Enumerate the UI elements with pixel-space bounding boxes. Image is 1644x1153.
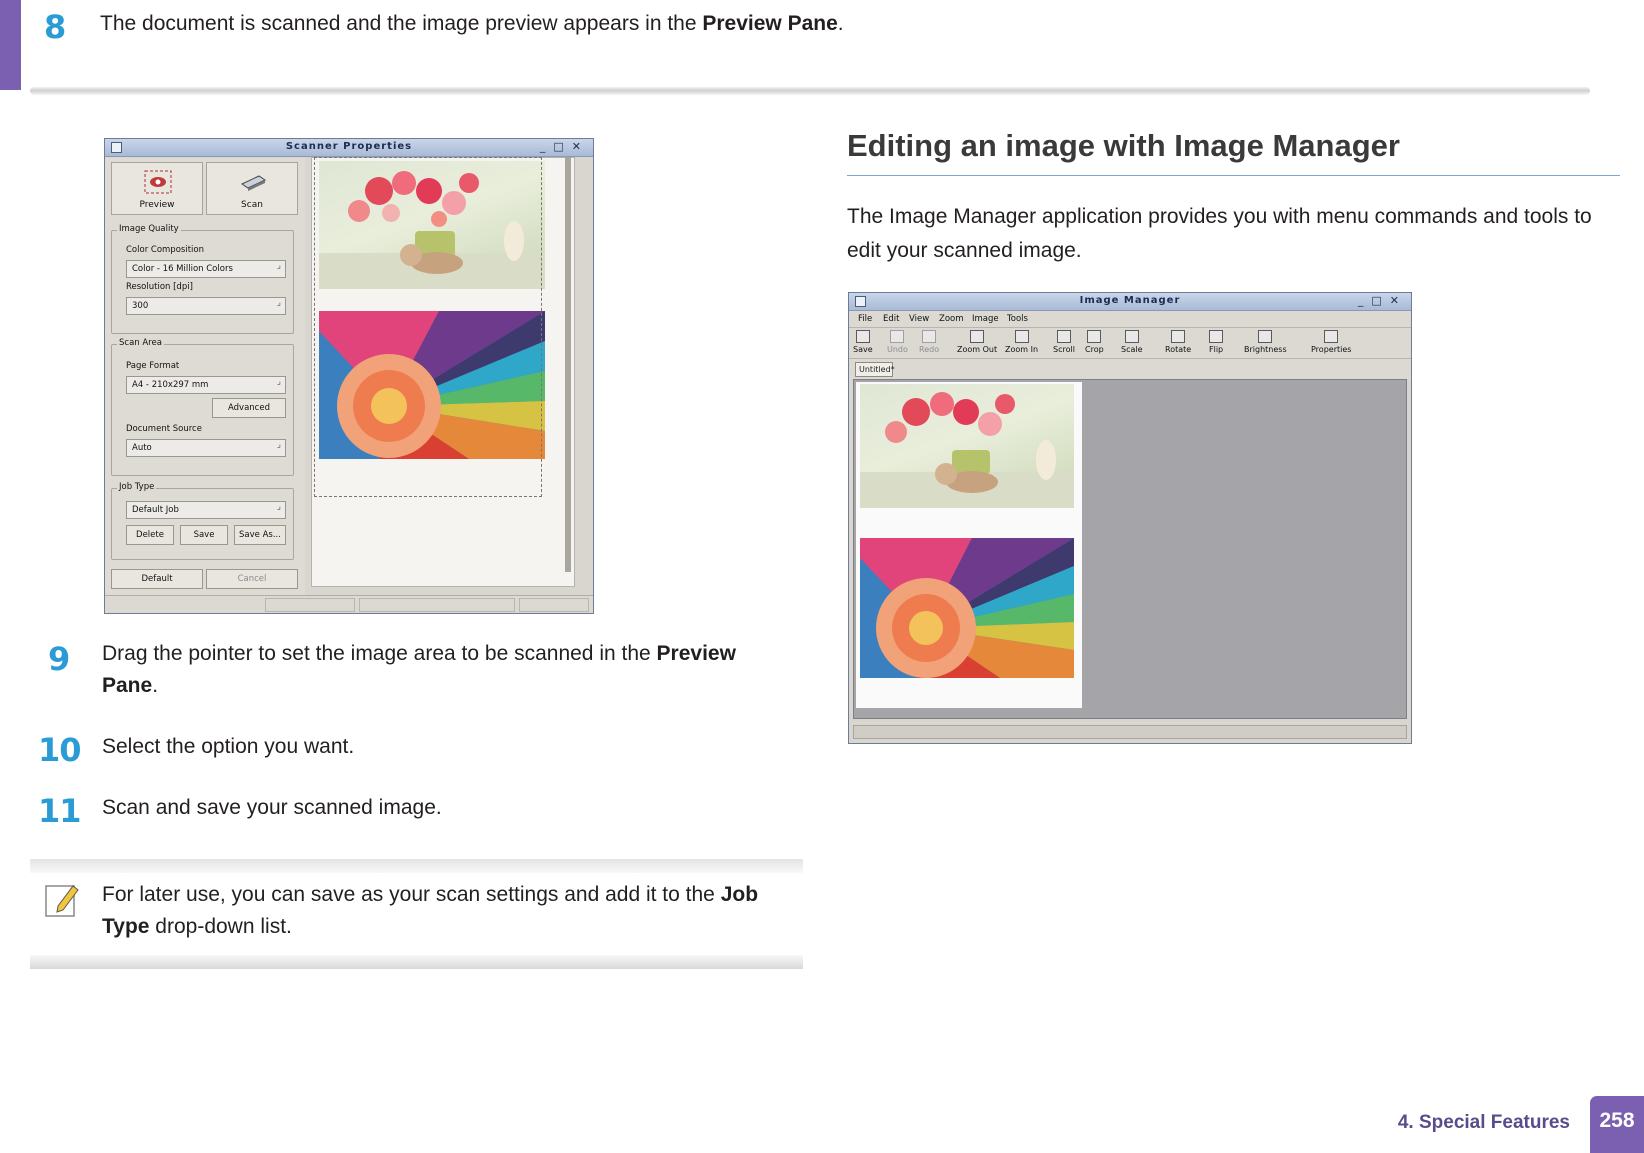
rotate-tool-button[interactable] bbox=[1165, 330, 1191, 354]
flower-illustration bbox=[860, 538, 1074, 678]
crop-icon bbox=[1087, 330, 1101, 343]
delete-button[interactable]: Delete bbox=[126, 525, 174, 545]
job-type-group bbox=[111, 482, 294, 560]
image-canvas[interactable] bbox=[853, 379, 1407, 719]
step-number: 11 bbox=[38, 792, 81, 830]
note-pencil-icon bbox=[44, 880, 80, 920]
brightness-icon bbox=[1258, 330, 1272, 343]
document-source-label: Document Source bbox=[126, 424, 202, 434]
image-manager-title: Image Manager bbox=[1079, 295, 1181, 306]
note-text: For later use, you can save as your scan settings and add it to the Job Type drop-down list. bbox=[102, 883, 759, 938]
menu-bar bbox=[849, 311, 1411, 327]
image-manager-window bbox=[848, 292, 1412, 744]
menu-file[interactable]: File bbox=[858, 314, 873, 324]
heading-divider bbox=[847, 175, 1620, 176]
color-composition-label: Color Composition bbox=[126, 245, 204, 255]
horizontal-scrollbar[interactable] bbox=[853, 725, 1407, 739]
scan-area-group bbox=[111, 338, 294, 476]
advanced-button[interactable]: Advanced bbox=[212, 398, 286, 418]
page-photo-flower bbox=[860, 538, 1074, 678]
section-heading: Editing an image with Image Manager bbox=[847, 128, 1400, 163]
tool-label: Zoom In bbox=[1005, 345, 1039, 354]
scan-button-label: Scan bbox=[241, 200, 263, 210]
zoom-in-icon bbox=[1015, 330, 1029, 343]
resolution-select[interactable]: 300 ⌟ bbox=[126, 297, 286, 315]
scroll-tool-button[interactable] bbox=[1053, 330, 1075, 354]
group-title: Scan Area bbox=[119, 338, 162, 348]
toolbar bbox=[849, 327, 1411, 359]
preview-button-label: Preview bbox=[139, 200, 175, 210]
page-format-select[interactable]: A4 - 210x297 mm ⌟ bbox=[126, 376, 286, 394]
scale-icon bbox=[1125, 330, 1139, 343]
zoom-out-tool-button[interactable] bbox=[957, 330, 997, 354]
job-type-select[interactable]: Default Job ⌟ bbox=[126, 501, 286, 519]
section-body: The Image Manager application provides you with menu commands and tools to edit your scanned image. bbox=[847, 205, 1592, 262]
menu-view[interactable]: View bbox=[909, 314, 930, 324]
step-number: 9 bbox=[48, 640, 70, 678]
selection-rectangle[interactable] bbox=[314, 157, 542, 497]
menu-edit[interactable]: Edit bbox=[883, 314, 900, 324]
scale-tool-button[interactable] bbox=[1121, 330, 1143, 354]
tool-label: Save bbox=[853, 345, 873, 354]
window-controls: _□✕ bbox=[539, 140, 589, 153]
tool-label: Rotate bbox=[1165, 345, 1192, 354]
image-manager-titlebar bbox=[849, 293, 1411, 311]
tab-untitled[interactable]: Untitled* bbox=[855, 362, 893, 377]
undo-icon bbox=[890, 330, 904, 343]
zoom-out-icon bbox=[970, 330, 984, 343]
flowers-illustration bbox=[860, 384, 1074, 508]
menu-tools[interactable]: Tools bbox=[1007, 314, 1028, 324]
resolution-label: Resolution [dpi] bbox=[126, 282, 193, 292]
scanner-icon bbox=[239, 170, 267, 194]
tool-label: Zoom Out bbox=[957, 345, 998, 354]
redo-icon bbox=[922, 330, 936, 343]
undo-tool-button[interactable] bbox=[887, 330, 908, 354]
step-text: Drag the pointer to set the image area to be scanned in the Preview Pane. bbox=[102, 642, 736, 697]
step-text: The document is scanned and the image preview appears in the Preview Pane. bbox=[100, 12, 844, 35]
note-bottom-border bbox=[30, 955, 803, 969]
scroll-icon bbox=[1057, 330, 1071, 343]
document-tabs bbox=[849, 359, 1411, 379]
rotate-icon bbox=[1171, 330, 1185, 343]
page-number: 258 bbox=[1590, 1096, 1644, 1153]
menu-image[interactable]: Image bbox=[972, 314, 999, 324]
step-number: 10 bbox=[38, 731, 81, 769]
scanned-page bbox=[856, 382, 1082, 708]
crop-tool-button[interactable] bbox=[1085, 330, 1104, 354]
save-tool-button[interactable] bbox=[853, 330, 873, 354]
chapter-label: 4. Special Features bbox=[1397, 1112, 1570, 1133]
save-as-button[interactable]: Save As... bbox=[234, 525, 286, 545]
properties-tool-button[interactable] bbox=[1311, 330, 1351, 354]
preview-icon bbox=[144, 170, 172, 194]
step-number: 8 bbox=[44, 8, 66, 46]
window-controls: _□✕ bbox=[1357, 294, 1407, 307]
menu-zoom[interactable]: Zoom bbox=[939, 314, 964, 324]
note-top-border bbox=[30, 859, 803, 873]
step-text: Select the option you want. bbox=[102, 735, 355, 758]
zoom-in-tool-button[interactable] bbox=[1005, 330, 1038, 354]
header-divider bbox=[30, 87, 1590, 95]
tool-label: Scroll bbox=[1053, 345, 1075, 354]
tool-label: Properties bbox=[1311, 345, 1352, 354]
scanner-settings-panel bbox=[105, 158, 305, 596]
save-icon bbox=[856, 330, 870, 343]
scanner-window-title: Scanner Properties bbox=[285, 141, 413, 152]
tool-label: Scale bbox=[1121, 345, 1143, 354]
page-photo-kitten-flowers bbox=[860, 384, 1074, 508]
redo-tool-button[interactable] bbox=[919, 330, 939, 354]
preview-scrollbar[interactable] bbox=[565, 157, 571, 572]
tool-label: Brightness bbox=[1244, 345, 1287, 354]
tool-label: Undo bbox=[887, 345, 908, 354]
default-button[interactable]: Default bbox=[111, 569, 203, 589]
scan-button[interactable] bbox=[206, 162, 298, 215]
scanner-titlebar bbox=[105, 139, 593, 157]
properties-icon bbox=[1324, 330, 1338, 343]
color-composition-select[interactable]: Color - 16 Million Colors ⌟ bbox=[126, 260, 286, 278]
page-format-label: Page Format bbox=[126, 361, 180, 371]
tool-label: Redo bbox=[919, 345, 940, 354]
status-bar bbox=[105, 595, 593, 613]
group-title: Image Quality bbox=[119, 224, 179, 234]
cancel-button[interactable]: Cancel bbox=[206, 569, 298, 589]
flip-tool-button[interactable] bbox=[1209, 330, 1223, 354]
save-button[interactable]: Save bbox=[180, 525, 228, 545]
preview-button[interactable] bbox=[111, 162, 203, 215]
step-text: Scan and save your scanned image. bbox=[102, 796, 442, 819]
flip-icon bbox=[1209, 330, 1223, 343]
document-source-select[interactable]: Auto ⌟ bbox=[126, 439, 286, 457]
image-quality-group bbox=[111, 224, 294, 334]
tool-label: Flip bbox=[1209, 345, 1224, 354]
chapter-tab-marker bbox=[0, 0, 21, 90]
brightness-tool-button[interactable] bbox=[1244, 330, 1287, 354]
tool-label: Crop bbox=[1085, 345, 1104, 354]
group-title: Job Type bbox=[119, 482, 155, 492]
